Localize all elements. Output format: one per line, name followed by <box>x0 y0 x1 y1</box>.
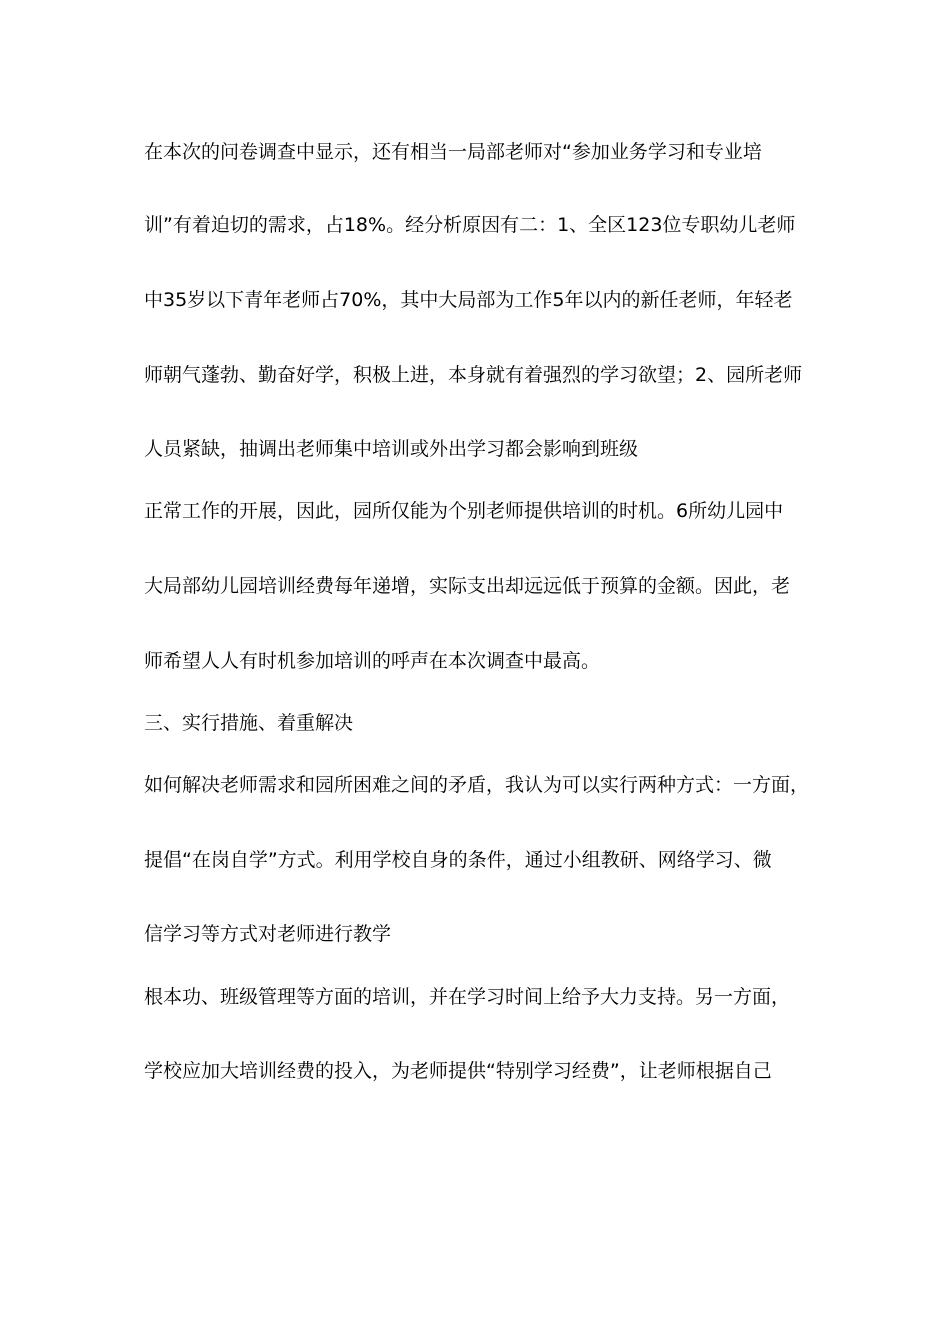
paragraph-line-5: 人员紧缺，抽调出老师集中培训或外出学习都会影响到班级 <box>144 438 639 460</box>
paragraph-line-2: 训”有着迫切的需求，占18%。经分析原因有二：1、全区123位专职幼儿老师 <box>144 214 796 236</box>
section-heading: 三、实行措施、着重解决 <box>144 712 354 734</box>
paragraph-line-14: 学校应加大培训经费的投入，为老师提供“特别学习经费”，让老师根据自己 <box>144 1060 772 1082</box>
paragraph-line-8: 师希望人人有时机参加培训的呼声在本次调查中最高。 <box>144 650 601 672</box>
paragraph-line-11: 提倡“在岗自学”方式。利用学校自身的条件，通过小组教研、网络学习、微 <box>144 849 772 871</box>
paragraph-line-6: 正常工作的开展，因此，园所仅能为个别老师提供培训的时机。6所幼儿园中 <box>144 500 784 522</box>
paragraph-line-4: 师朝气蓬勃、勤奋好学，积极上进，本身就有着强烈的学习欲望；2、园所老师 <box>144 364 803 386</box>
paragraph-line-1: 在本次的问卷调查中显示，还有相当一局部老师对“参加业务学习和专业培 <box>144 141 762 163</box>
paragraph-line-7: 大局部幼儿园培训经费每年递增，实际支出却远远低于预算的金额。因此，老 <box>144 575 791 597</box>
paragraph-line-12: 信学习等方式对老师进行教学 <box>144 923 392 945</box>
paragraph-line-13: 根本功、班级管理等方面的培训，并在学习时间上给予大力支持。另一方面， <box>144 986 791 1008</box>
paragraph-line-10: 如何解决老师需求和园所困难之间的矛盾，我认为可以实行两种方式：一方面， <box>144 774 810 796</box>
paragraph-line-3: 中35岁以下青年老师占70%，其中大局部为工作5年以内的新任老师，年轻老 <box>144 289 793 311</box>
